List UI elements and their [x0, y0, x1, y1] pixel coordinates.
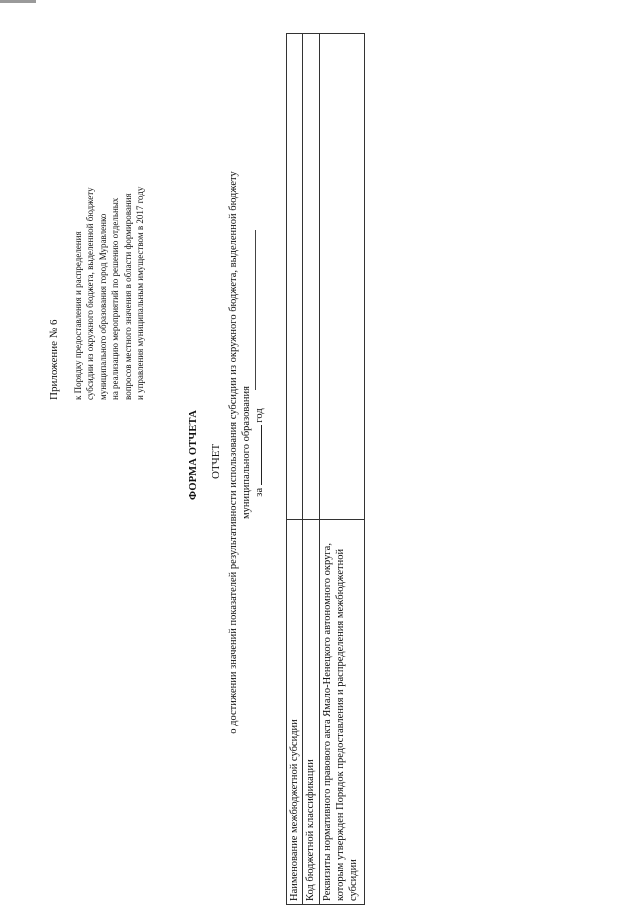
appendix-number: Приложение № 6 [48, 319, 60, 400]
period-blank-short[interactable] [251, 425, 262, 445]
order-line: на реализацию мероприятий по решению отдельных [110, 197, 121, 400]
row-value-cell[interactable] [320, 34, 365, 520]
order-line: к Порядку предоставления и распределения [73, 231, 83, 400]
table-row [287, 34, 303, 905]
description-line: муниципального образования [240, 386, 252, 519]
row-label: Код бюджетной классификации [303, 520, 320, 905]
row-value-cell[interactable] [303, 34, 320, 520]
form-title: ФОРМА ОТЧЕТА [188, 410, 199, 500]
row-label: Наименование межбюджетной субсидии [287, 520, 303, 905]
order-reference [72, 187, 146, 400]
report-period [251, 0, 265, 905]
period-suffix: год [254, 408, 265, 423]
report-description [228, 0, 253, 905]
period-prefix: за [254, 487, 265, 497]
order-line: и управления муниципальным имуществом в 2017 году [135, 186, 146, 400]
table-row [320, 34, 365, 905]
row-value-cell[interactable] [287, 34, 303, 520]
report-table [286, 33, 365, 905]
row-label: Реквизиты нормативного правового акта Ямало-Ненецкого автономного округа, которым утвержден Порядок предоставления и распределения межбюджетной субсидии [320, 520, 365, 905]
order-line: муниципального образования город Муравленко [97, 213, 108, 400]
table-row [303, 34, 320, 905]
report-heading: ОТЧЕТ [210, 443, 222, 479]
description-line: о достижении значений показателей результативности использования субсидии из окружного бюджета, выделенной бюджету [228, 171, 239, 734]
period-blank[interactable] [251, 445, 262, 485]
order-line: вопросов местного значения в области формирования [122, 193, 133, 400]
order-line: субсидии из окружного бюджета, выделенной бюджету [85, 187, 96, 400]
